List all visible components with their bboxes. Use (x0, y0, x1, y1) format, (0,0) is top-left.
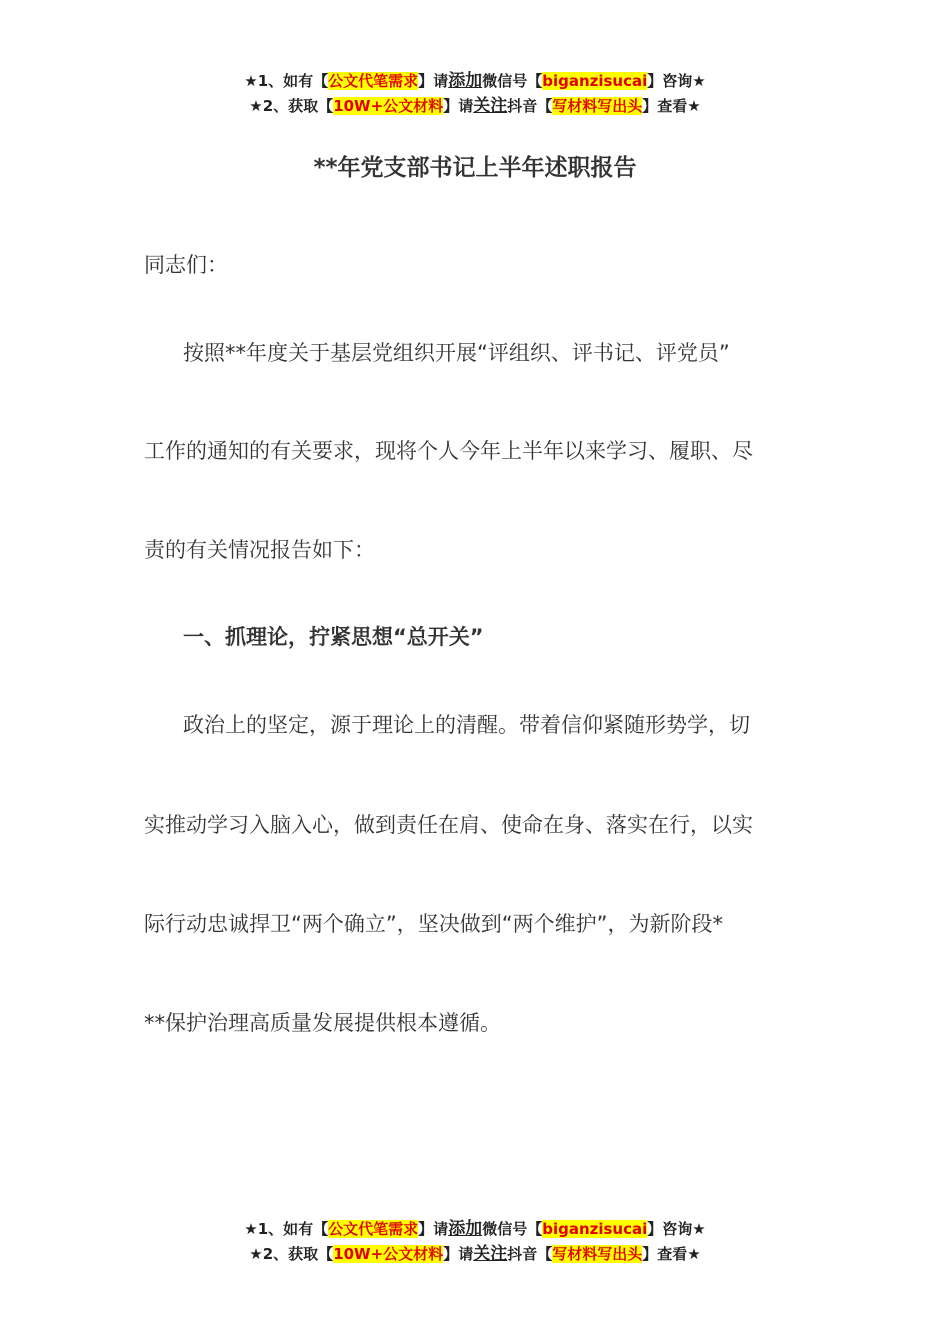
promo-suffix: 】咨询★ (647, 72, 706, 90)
body-line: **保护治理高质量发展提供根本遵循。 (144, 1011, 501, 1035)
document-title: **年党支部书记上半年述职报告 (313, 155, 637, 181)
body-line: 际行动忠诚捍卫“两个确立”，坚决做到“两个维护”，为新阶段* (144, 912, 724, 936)
salutation: 同志们： (144, 253, 228, 277)
promo-suffix: 】咨询★ (647, 1220, 706, 1238)
promo-text: 微信号【 (482, 1220, 543, 1238)
promo-text: 】请 (418, 72, 449, 90)
promo-prefix: ★2、获取【 (249, 97, 334, 115)
promo-emphasis: 关注 (473, 1244, 508, 1264)
body-line: 实推动学习入脑入心，做到责任在肩、使命在身、落实在行，以实 (144, 813, 753, 837)
promo-suffix: 】查看★ (642, 97, 701, 115)
promo-text: 抖音【 (507, 97, 553, 115)
promo-prefix: ★2、获取【 (249, 1245, 334, 1263)
promo-prefix: ★1、如有【 (244, 1220, 329, 1238)
header-promo-line-2 (0, 95, 950, 117)
promo-highlight: 10W+公文材料 (333, 1245, 444, 1263)
promo-emphasis: 关注 (473, 96, 508, 116)
promo-highlight: 公文代笔需求 (328, 72, 419, 90)
promo-text: 微信号【 (482, 72, 543, 90)
body-line: 政治上的坚定，源于理论上的清醒。带着信仰紧随形势学，切 (183, 713, 750, 737)
promo-wechat-id: biganzisucai (542, 1220, 648, 1238)
promo-prefix: ★1、如有【 (244, 72, 329, 90)
promo-text: 】请 (443, 97, 474, 115)
promo-highlight: 公文代笔需求 (328, 1220, 419, 1238)
promo-text: 抖音【 (507, 1245, 553, 1263)
body-line: 工作的通知的有关要求，现将个人今年上半年以来学习、履职、尽 (144, 439, 753, 463)
promo-highlight: 10W+公文材料 (333, 97, 444, 115)
promo-douyin-id: 写材料写出头 (552, 97, 643, 115)
body-line: 按照**年度关于基层党组织开展“评组织、评书记、评党员” (183, 341, 730, 365)
promo-suffix: 】查看★ (642, 1245, 701, 1263)
footer-promo-line-2 (0, 1243, 950, 1265)
body-line: 责的有关情况报告如下： (144, 538, 375, 562)
header-promo-line-1 (0, 70, 950, 92)
promo-wechat-id: biganzisucai (542, 72, 648, 90)
promo-emphasis: 添加 (448, 71, 483, 91)
footer-promo-line-1 (0, 1218, 950, 1240)
promo-text: 】请 (443, 1245, 474, 1263)
promo-emphasis: 添加 (448, 1219, 483, 1239)
section-heading: 一、抓理论，拧紧思想“总开关” (183, 625, 484, 649)
promo-text: 】请 (418, 1220, 449, 1238)
promo-douyin-id: 写材料写出头 (552, 1245, 643, 1263)
